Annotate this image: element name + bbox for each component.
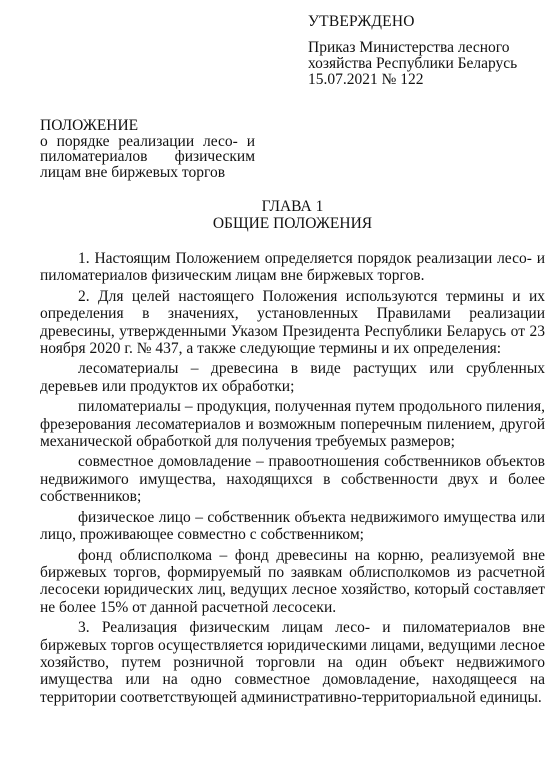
approval-order-date: 15.07.2021 № 122: [308, 71, 424, 88]
paragraph: совместное домовладение – правоотношения собственников объектов недвижимого имущества, находящихся в собственности двух и более собственников;: [40, 453, 545, 506]
paragraph: 2. Для целей настоящего Положения используются термины и их определения в значениях, установленных Правилами реализации древесины, утвержденными Указом Президента Республики Беларусь от 23 ноября 2020 г. № 437, а также следующие термины и их определения:: [40, 287, 545, 358]
chapter-number: ГЛАВА 1: [261, 198, 324, 215]
approval-line: Приказ Министерства лесного: [308, 39, 510, 56]
paragraph: 3. Реализация физическим лицам лесо- и пиломатериалов вне биржевых торгов осуществляется юридическими лицами, ведущими лесное хозяйство, путем розничной торговли на один объект недвижимого имущества или на одно совместное домовладение, находящееся на территории соответствующей административно-территориальной единицы.: [40, 619, 545, 706]
paragraph: лесоматериалы – древесина в виде растущих или срубленных деревьев или продуктов их обработки;: [40, 360, 545, 395]
approval-line: хозяйства Республики Беларусь: [308, 55, 518, 72]
regulation-subtitle: о порядке реализации лесо- и пиломатериалов физическим лицам вне биржевых торгов: [40, 132, 255, 181]
chapter-heading: [40, 198, 545, 232]
paragraph: пиломатериалы – продукция, полученная путем продольного пиления, фрезерования лесоматериалов и возможным поперечным пилением, другой механической обработкой для получения требуемых размеров;: [40, 398, 545, 451]
approval-heading: УТВЕРЖДЕНО: [308, 13, 415, 30]
chapter-title: ОБЩИЕ ПОЛОЖЕНИЯ: [212, 215, 373, 232]
paragraph: физическое лицо – собственник объекта недвижимого имущества или лицо, проживающее совместно с собственником;: [40, 508, 545, 544]
regulation-title: [40, 118, 255, 180]
paragraph: фонд облисполкома – фонд древесины на корню, реализуемой вне биржевых торгов, формируемый по заявкам облисполкомов из расчетной лесосеки юридических лиц, ведущих лесное хозяйство, который составляет не более 15% от данной расчетной лесосеки.: [40, 546, 545, 616]
regulation-heading: ПОЛОЖЕНИЕ: [40, 117, 139, 134]
document-body: [40, 250, 545, 709]
approval-stamp: [308, 14, 548, 88]
paragraph: 1. Настоящим Положением определяется порядок реализации лесо- и пиломатериалов физическим лицам вне биржевых торгов.: [40, 250, 545, 285]
